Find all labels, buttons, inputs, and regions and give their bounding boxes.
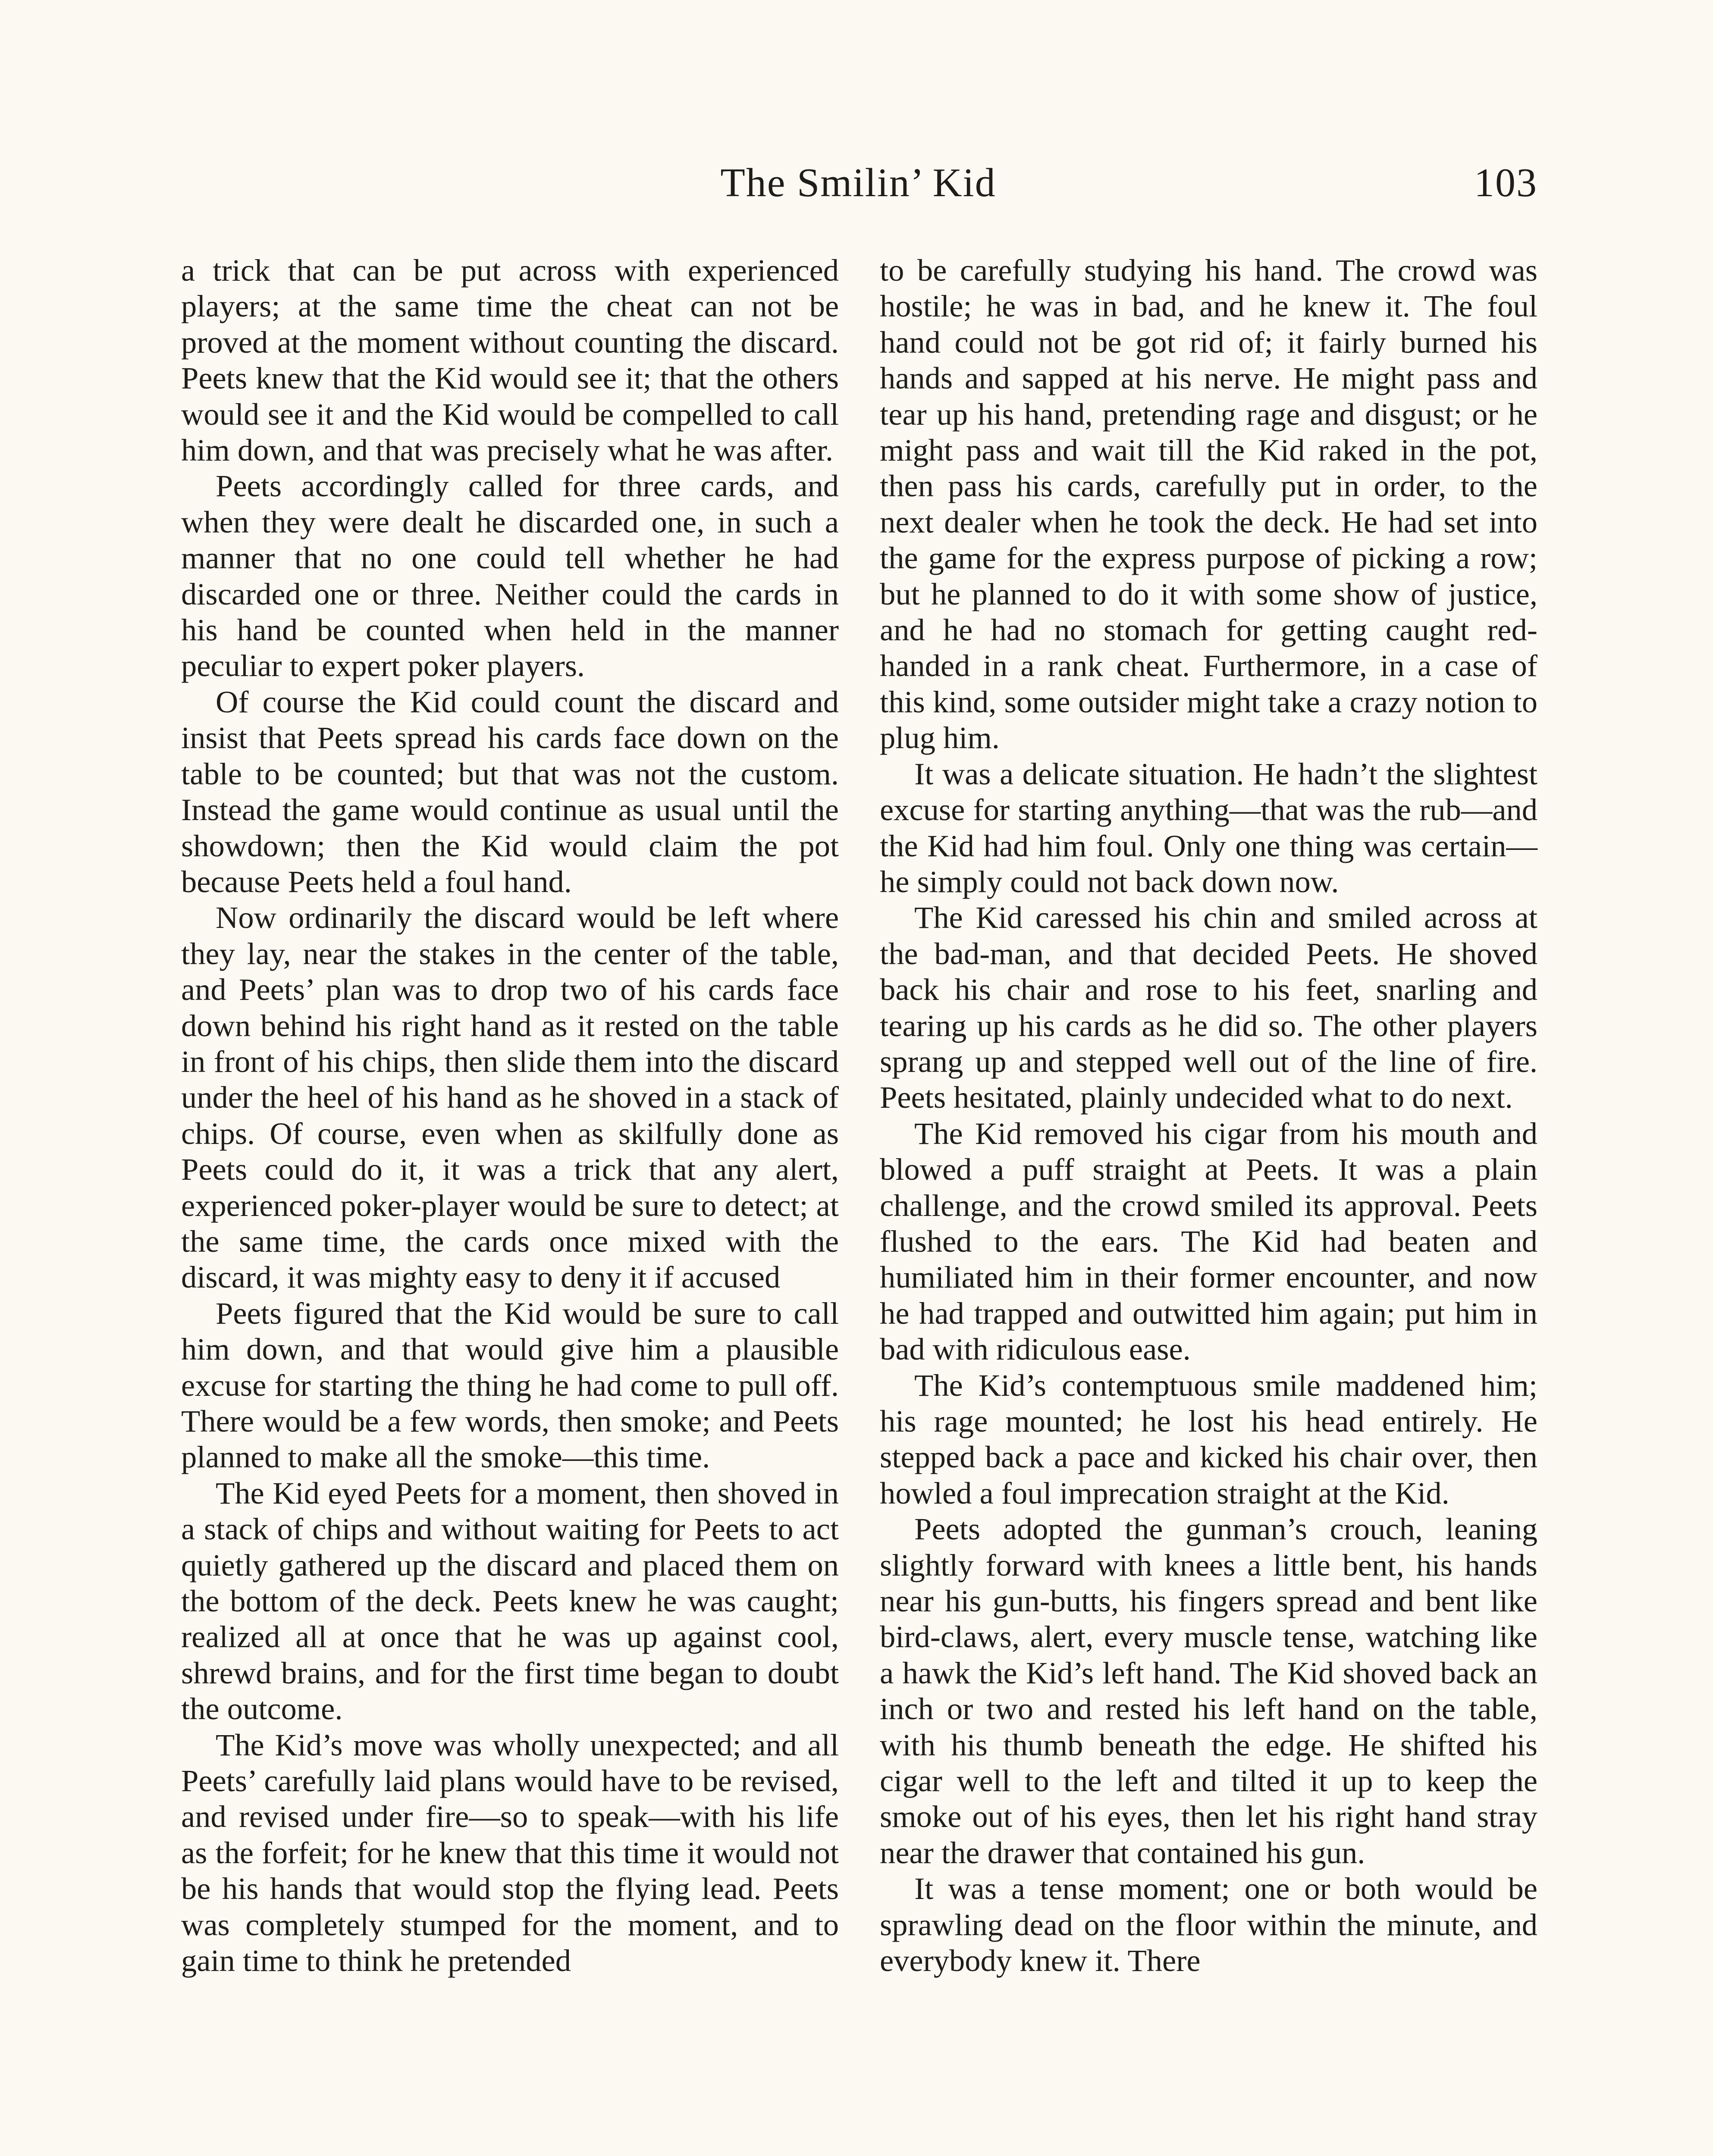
paragraph: Now ordinarily the discard would be left where they lay, near the stakes in the center of the table, and Peets’ plan was to drop two of his cards face down behind his right hand as it rested on the table in front of his chips, then slide them into the discard under the heel of his hand as he shoved in a stack of chips. Of course, even when as skilfully done as Peets could do it, it was a trick that any alert, experienced poker-player would be sure to detect; at the same time, the cards once mixed with the discard, it was mighty easy to deny it if accused [181, 900, 839, 1295]
paragraph: The Kid caressed his chin and smiled across at the bad-man, and that decided Peets. He shoved back his chair and rose to his feet, snarling and tearing up his cards as he did so. The other players sprang up and stepped well out of the line of fire. Peets hesitated, plainly undecided what to do next. [880, 900, 1537, 1115]
paragraph: to be carefully studying his hand. The crowd was hostile; he was in bad, and he knew it. The foul hand could not be got rid of; it fairly burned his hands and sapped at his nerve. He might pass and tear up his hand, pretending rage and disgust; or he might pass and wait till the Kid raked in the pot, then pass his cards, carefully put in order, to the next dealer when he took the deck. He had set into the game for the express purpose of picking a row; but he planned to do it with some show of justice, and he had no stomach for getting caught red-handed in a rank cheat. Furthermore, in a case of this kind, some outsider might take a crazy notion to plug him. [880, 253, 1537, 755]
paragraph: The Kid removed his cigar from his mouth and blowed a puff straight at Peets. It was a plain challenge, and the crowd smiled its approval. Peets flushed to the ears. The Kid had beaten and humiliated him in their former encounter, and now he had trapped and outwitted him again; put him in bad with ridiculous ease. [880, 1116, 1537, 1367]
paragraph: Of course the Kid could count the discard and insist that Peets spread his cards face down on the table to be counted; but that was not the custom. Instead the game would continue as usual until the showdown; then the Kid would claim the pot because Peets held a foul hand. [181, 684, 839, 899]
running-header [179, 160, 1537, 224]
paragraph: The Kid eyed Peets for a moment, then shoved in a stack of chips and without waiting for Peets to act quietly gathered up the discard and placed them on the bottom of the deck. Peets knew he was caught; realized all at once that he was up against cool, shrewd brains, and for the first time began to doubt the outcome. [181, 1475, 839, 1727]
paragraph: Peets accordingly called for three cards, and when they were dealt he discarded one, in such a manner that no one could tell whether he had discarded one or three. Neither could the cards in his hand be counted when held in the manner peculiar to expert poker players. [181, 468, 839, 683]
paragraph: The Kid’s move was wholly unexpected; and all Peets’ carefully laid plans would have to be revised, and revised under fire—so to speak—with his life as the forfeit; for he knew that this time it would not be his hands that would stop the flying lead. Peets was completely stumped for the moment, and to gain time to think he pretended [181, 1727, 839, 1978]
left-column [181, 252, 839, 1979]
page-number: 103 [1474, 160, 1537, 205]
paragraph: It was a tense moment; one or both would be sprawling dead on the floor within the minute, and everybody knew it. There [880, 1871, 1537, 1978]
paragraph: Peets adopted the gunman’s crouch, leaning slightly forward with knees a little bent, his hands near his gun-butts, his fingers spread and bent like bird-claws, alert, every muscle tense, watching like a hawk the Kid’s left hand. The Kid shoved back an inch or two and rested his left hand on the table, with his thumb beneath the edge. He shifted his cigar well to the left and tilted it up to keep the smoke out of his eyes, then let his right hand stray near the drawer that contained his gun. [880, 1511, 1537, 1870]
right-column [880, 252, 1537, 1979]
paragraph: The Kid’s contemptuous smile maddened him; his rage mounted; he lost his head entirely. He stepped back a pace and kicked his chair over, then howled a foul imprecation straight at the Kid. [880, 1367, 1537, 1510]
paragraph: Peets figured that the Kid would be sure to call him down, and that would give him a plausible excuse for starting the thing he had come to pull off. There would be a few words, then smoke; and Peets planned to make all the smoke—this time. [181, 1295, 839, 1475]
paragraph: a trick that can be put across with experienced players; at the same time the cheat can not be proved at the moment without counting the discard. Peets knew that the Kid would see it; that the others would see it and the Kid would be compelled to call him down, and that was precisely what he was after. [181, 253, 839, 468]
running-title: The Smilin’ Kid [720, 160, 996, 205]
paragraph: It was a delicate situation. He hadn’t the slightest excuse for starting anything—that was the rub—and the Kid had him foul. Only one thing was certain—he simply could not back down now. [880, 756, 1537, 899]
